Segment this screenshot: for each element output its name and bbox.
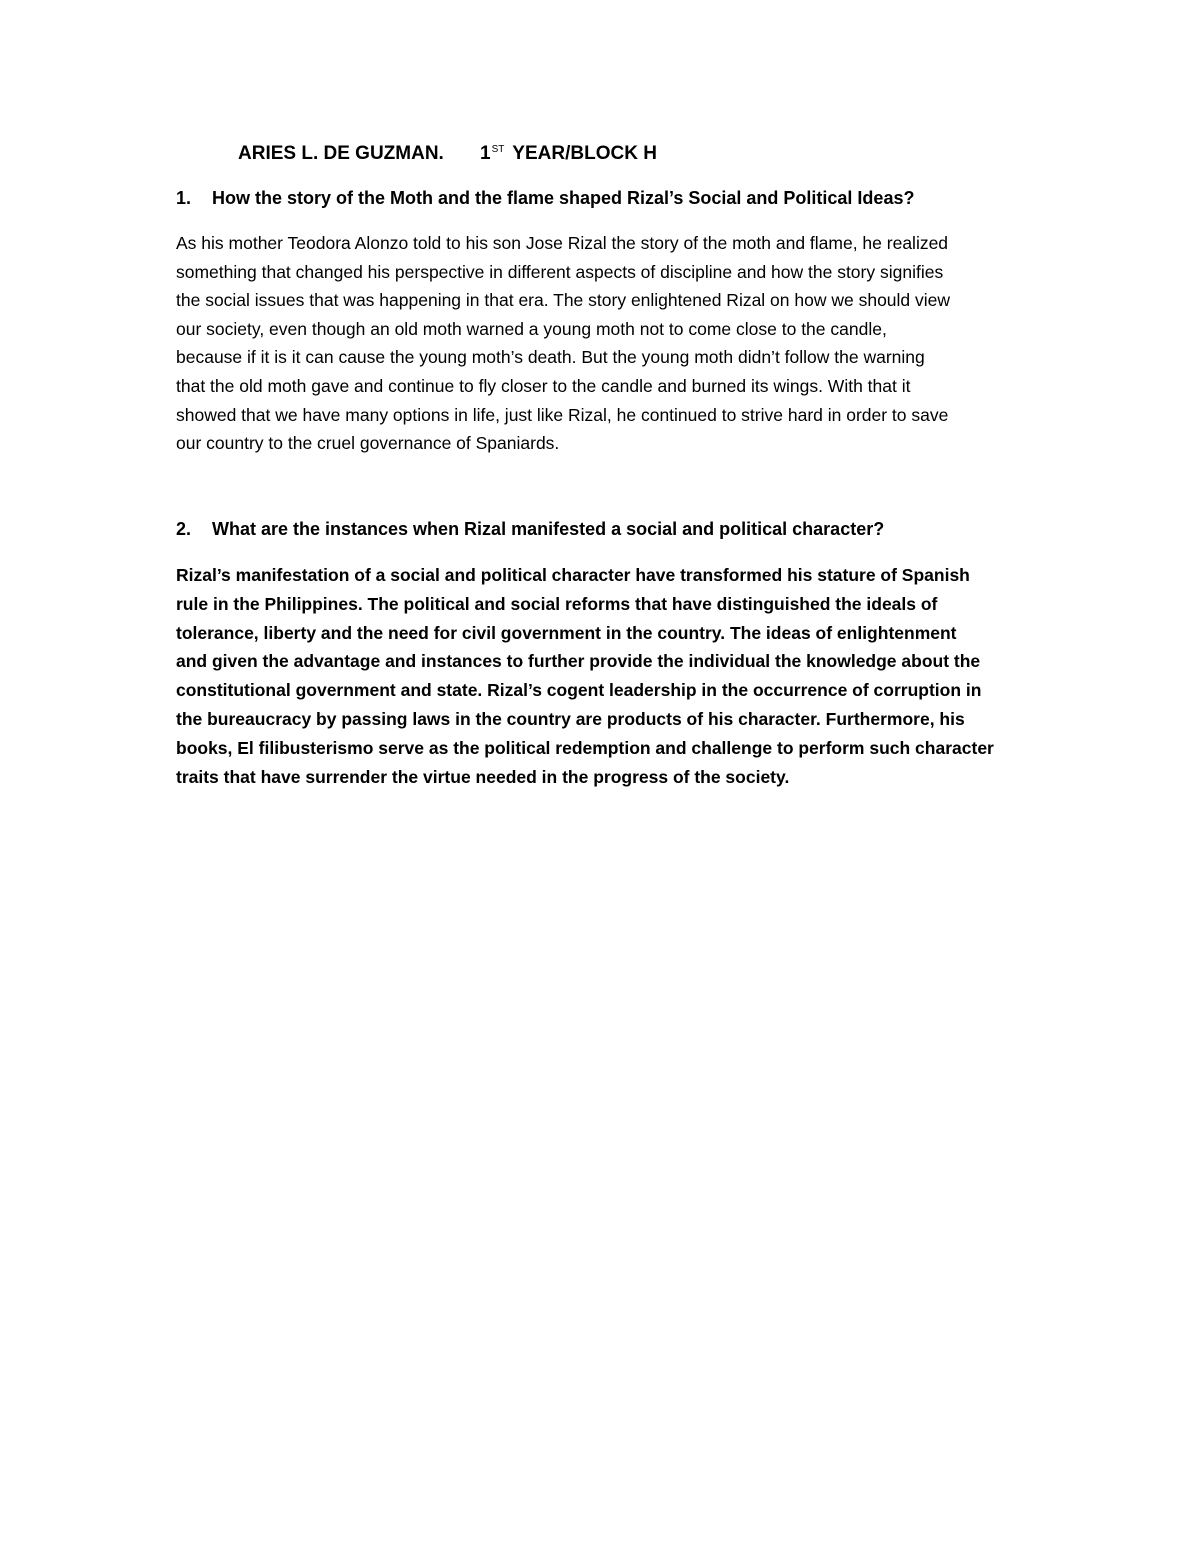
answer-1-line: our country to the cruel governance of Spaniards. xyxy=(176,433,560,454)
answer-1-line: our society, even though an old moth warned a young moth not to come close to the candle, xyxy=(176,318,887,339)
answer-1-line: because if it is it can cause the young moth’s death. But the young moth didn’t follow the warning xyxy=(176,347,925,368)
answer-2-line: traits that have surrender the virtue needed in the progress of the society. xyxy=(176,766,790,787)
answer-2-line: Rizal’s manifestation of a social and political character have transformed his stature of Spanish xyxy=(176,565,970,585)
question-1-number: 1. xyxy=(176,188,192,208)
question-2 xyxy=(176,519,884,540)
answer-1-line: showed that we have many options in life, just like Rizal, he continued to strive hard in order to save xyxy=(176,404,949,425)
answer-1 xyxy=(176,229,1056,458)
answer-2-line: and given the advantage and instances to further provide the individual the knowledge about the xyxy=(176,651,981,672)
answer-2-line: constitutional government and state. Rizal’s cogent leadership in the occurrence of corruption in xyxy=(176,680,982,701)
answer-1-line: something that changed his perspective in different aspects of discipline and how the story signifies xyxy=(176,261,944,282)
student-header xyxy=(238,143,657,165)
year-block: YEAR/BLOCK H xyxy=(507,143,657,164)
answer-1-line: As his mother Teodora Alonzo told to his son Jose Rizal the story of the moth and flame, he realized xyxy=(176,233,949,253)
answer-1-line: that the old moth gave and continue to fly closer to the candle and burned its wings. With that it xyxy=(176,375,911,396)
answer-2-line: books, El filibusterismo serve as the political redemption and challenge to perform such character xyxy=(176,737,994,758)
answer-1-line: the social issues that was happening in that era. The story enlightened Rizal on how we should view xyxy=(176,290,951,311)
year-number: 1 xyxy=(480,143,491,164)
answer-2-line: the bureaucracy by passing laws in the country are products of his character. Furthermore, his xyxy=(176,708,965,729)
answer-2-line: rule in the Philippines. The political and social reforms that have distinguished the ideals of xyxy=(176,593,938,614)
student-name: ARIES L. DE GUZMAN. xyxy=(238,143,444,164)
answer-2 xyxy=(176,561,1056,791)
question-1-text: How the story of the Moth and the flame shaped Rizal’s Social and Political Ideas? xyxy=(212,188,915,208)
year-suffix: ST xyxy=(491,144,505,155)
answer-2-line: tolerance, liberty and the need for civil government in the country. The ideas of enlightenment xyxy=(176,622,957,643)
question-1 xyxy=(176,188,914,209)
question-2-text: What are the instances when Rizal manifested a social and political character? xyxy=(212,519,885,539)
question-2-number: 2. xyxy=(176,519,192,539)
